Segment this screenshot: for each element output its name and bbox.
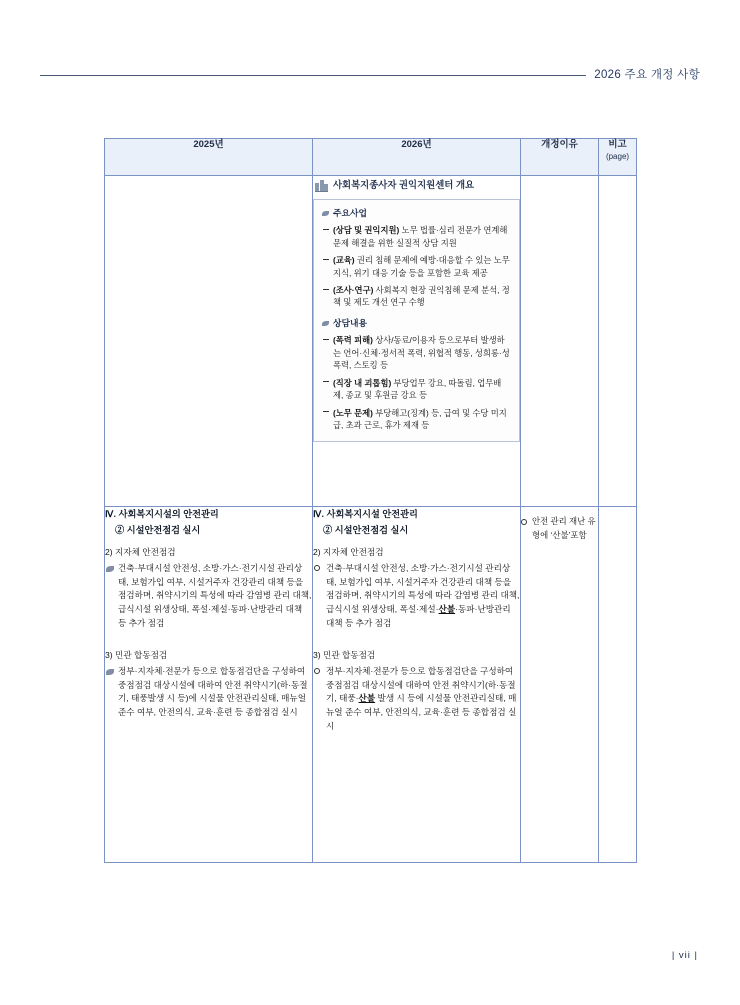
dash-icon	[323, 259, 329, 260]
row2-cell-note	[599, 507, 637, 863]
list-item-tag: (조사·연구)	[333, 284, 374, 295]
circle-bullet-icon	[521, 519, 527, 525]
list-item	[322, 284, 511, 309]
row1-cell-note	[599, 176, 637, 507]
column-header-note-sub: (page)	[605, 151, 630, 161]
item-label-old-2: 2) 지자체 안전점검	[105, 546, 176, 557]
list-item-text: 노무 법률·심리 전문가 연계해 문제 해결을 위한 실질적 상담 지원	[333, 225, 508, 248]
column-header-reason-label: 개정이유	[541, 139, 578, 150]
revision-reason	[521, 515, 598, 542]
leaf-bullet-icon	[106, 566, 114, 572]
center-overview-box	[313, 199, 520, 442]
row2-cell-2025	[105, 507, 313, 863]
item-body-new-3-post: 발생 시 등에 시설물 안전관리실태, 매뉴얼 준수 여부, 안전의식, 교육·훈련 등 종합점검 실시	[326, 693, 517, 731]
list-item-tag: (폭력 피해)	[333, 335, 373, 346]
list-item-text: 부당업무 강요, 따돌림, 업무배제, 종교 및 후원금 강요 등	[333, 377, 502, 401]
item-body-new-2-post: ·동파·난방관리 대책 등 추가 점검	[326, 604, 511, 628]
list-item-text: 사회복지 현장 권익침해 문제 분석, 정책 및 제도 개선 연구 수행	[333, 284, 510, 308]
list-item	[322, 254, 511, 279]
infobox-counsel-items	[322, 334, 511, 431]
row1-cell-2026	[313, 176, 521, 507]
section-heading-new: Ⅳ. 사회복지시설 안전관리	[313, 509, 418, 519]
column-header-2025-label: 2025년	[193, 139, 224, 150]
item-body-old-2-text: 건축·부대시설 안전성, 소방·가스·전기시설 관리상태, 보험가입 여부, 시설거주자 건강관리 대책 등을 점검하며, 취약시기의 특성에 따라 감염병 관리 대책, 급식시설 위생상태, 폭설·제설·동파·난방관리 대책 등 추가 점검	[118, 562, 312, 628]
spacer	[313, 641, 520, 649]
item-body-old-3-text: 정부·지자체·전문가 등으로 합동점검단을 구성하여 중점점검 대상시설에 대하여 안전 취약시기(하·동절기, 태풍발생 시 등)에 시설물 안전관리실태, 매뉴얼 준수 여부, 안전의식, 교육·훈련 등 종합점검 실시	[118, 665, 308, 718]
item-label-new-2: 2) 지자체 안전점검	[313, 546, 384, 557]
list-item-text: 상사/동료/이용자 등으로부터 발생하는 언어·신체·정서적 폭력, 위협적 행동, 성희롱·성폭력, 스토킹 등	[333, 335, 510, 371]
row2-cell-2026	[313, 507, 521, 863]
item-body-new-2-pre: 건축·부대시설 안전성, 소방·가스·전기시설 관리상태, 보험가입 여부, 시설거주자 건강관리 대책 등을 점검하며, 취약시기의 특성에 따라 감염병 관리 대책, 급식시설 위생상태, 폭설·제설·	[326, 562, 520, 615]
column-header-reason	[521, 139, 599, 176]
item-body-new-2-emphasis: 산불	[438, 604, 456, 615]
header-divider	[40, 75, 586, 76]
item-body-new-3-emphasis: 산불	[358, 693, 376, 704]
spacer	[105, 641, 312, 649]
dash-icon	[323, 411, 329, 412]
list-item-tag: (노무 문제)	[333, 407, 373, 418]
item-label-old-3: 3) 민관 합동점검	[105, 649, 168, 660]
infobox-section-heading-counsel-label: 상담내용	[333, 317, 367, 328]
table-row	[105, 507, 637, 863]
subsection-heading-new: ② 시설안전점검 실시	[323, 525, 409, 536]
list-item	[322, 407, 511, 432]
item-body-old-3	[105, 665, 312, 720]
column-header-2025	[105, 139, 313, 176]
table-row	[105, 176, 637, 507]
header-title: 2026 주요 개정 사항	[594, 69, 700, 81]
list-item-tag: (상담 및 권익지원)	[333, 225, 400, 236]
infobox-title	[315, 178, 520, 193]
list-item-tag: (직장 내 괴롭힘)	[333, 377, 392, 388]
infobox-section-heading-counsel	[322, 317, 511, 331]
infobox-section-heading-main	[322, 207, 511, 221]
dash-icon	[323, 229, 329, 230]
item-label-new-3: 3) 민관 합동점검	[313, 649, 376, 660]
item-body-new-3-pre: 정부·지자체·전문가 등으로 합동점검단을 구성하여 중점점검 대상시설에 대하여 안전 취약시기(하·동절기, 태풍·	[326, 665, 516, 704]
revision-comparison-table	[104, 138, 637, 863]
column-header-2026	[313, 139, 521, 176]
infobox-title-label: 사회복지종사자 권익지원센터 개요	[333, 179, 475, 190]
table-header-row	[105, 139, 637, 176]
row1-cell-reason	[521, 176, 599, 507]
list-item	[322, 224, 511, 249]
item-body-old-2	[105, 562, 312, 631]
list-item	[322, 334, 511, 371]
list-item	[322, 377, 511, 402]
leaf-bullet-icon	[106, 669, 114, 675]
column-header-note	[599, 139, 637, 176]
revision-reason-text: 안전 관리 재난 유형에 ‘산불’포함	[532, 516, 596, 540]
dash-icon	[323, 339, 329, 340]
item-body-new-3	[313, 665, 520, 734]
building-icon	[315, 179, 328, 191]
circle-bullet-icon	[314, 565, 320, 571]
leaf-bullet-icon	[322, 321, 329, 326]
dash-icon	[323, 381, 329, 382]
row1-cell-2025	[105, 176, 313, 507]
subsection-heading-old: ② 시설안전점검 실시	[115, 525, 201, 536]
page-header	[40, 64, 700, 86]
section-heading-old: Ⅳ. 사회복지시설의 안전관리	[105, 509, 219, 519]
infobox-section-heading-main-label: 주요사업	[333, 207, 367, 218]
page-number: | vii |	[671, 950, 698, 961]
circle-bullet-icon	[314, 668, 320, 674]
dash-icon	[323, 289, 329, 290]
list-item-text: 부당해고(징계) 등, 급여 및 수당 미지급, 초과 근로, 휴가 제재 등	[333, 407, 507, 431]
list-item-tag: (교육)	[333, 255, 355, 266]
leaf-bullet-icon	[322, 211, 329, 216]
column-header-2026-label: 2026년	[401, 139, 432, 150]
column-header-note-label: 비고	[608, 139, 627, 150]
list-item-text: 권리 침해 문제에 예방·대응할 수 있는 노무 지식, 위기 대응 기술 등을 포함한 교육 제공	[333, 255, 510, 278]
infobox-main-items	[322, 224, 511, 309]
item-body-new-2	[313, 562, 520, 631]
row2-cell-reason	[521, 507, 599, 863]
